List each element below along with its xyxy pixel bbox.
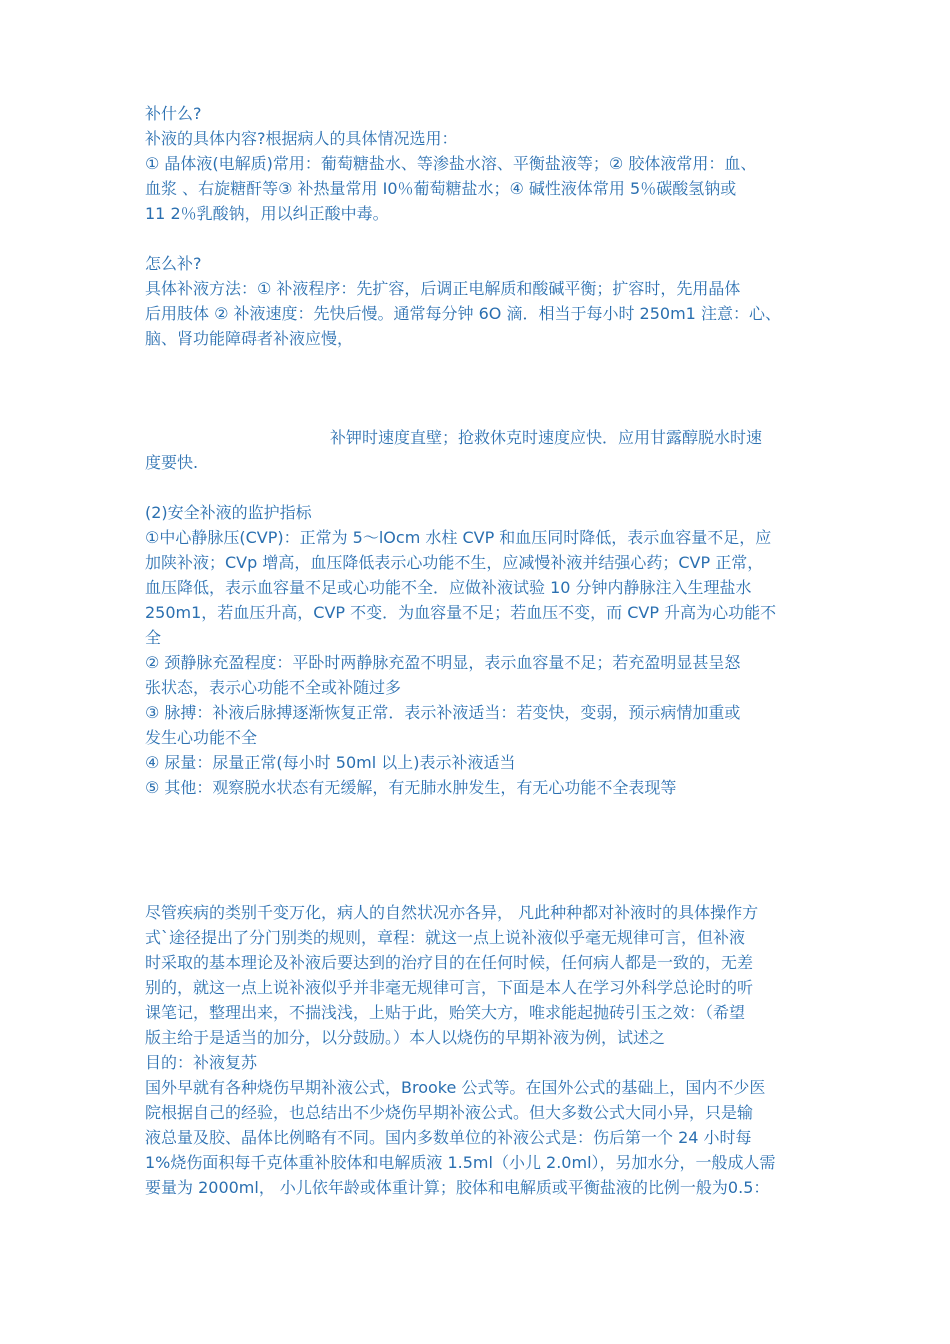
text-line: 后用肢体 ② 补液速度：先快后慢。通常每分钟 6O 滴．相当于每小时 250m1 注意：心、 <box>145 304 781 323</box>
text-line: ⑤ 其他：观察脱水状态有无缓解，有无肺水肿发生，有无心功能不全表现等 <box>145 778 677 797</box>
text-line: 11 2％乳酸钠，用以纠正酸中毒。 <box>145 204 389 223</box>
text-line: 院根据自己的经验，也总结出不少烧伤早期补液公式。但大多数公式大同小异，只是输 <box>145 1103 754 1122</box>
text-line: 脑、肾功能障碍者补液应慢， <box>145 329 354 348</box>
text-line: 血浆 、右旋糖酐等③ 补热量常用 I0％葡萄糖盐水；④ 碱性液体常用 5％碳酸氢钠或 <box>145 179 737 198</box>
text-line: 版主给于是适当的加分，以分鼓励。）本人以烧伤的早期补液为例，试述之 <box>145 1028 666 1047</box>
heading-monitoring-indicators: (2)安全补液的监护指标 <box>145 503 312 522</box>
text-line: 补液的具体内容?根据病人的具体情况选用： <box>145 129 458 148</box>
text-line: ④ 尿量：尿量正常(每小时 50ml 以上)表示补液适当 <box>145 753 516 772</box>
text-line: 度要快. <box>145 453 199 472</box>
text-line: 国外早就有各种烧伤早期补液公式，Brooke 公式等。在国外公式的基础上，国内不少医 <box>145 1078 766 1097</box>
heading-purpose: 目的：补液复苏 <box>145 1053 258 1072</box>
heading-what-to-replenish: 补什么? <box>145 104 202 123</box>
text-line: ① 晶体液(电解质)常用：葡萄糖盐水、等渗盐水溶、平衡盐液等；② 胶体液常用：血、 <box>145 154 757 173</box>
text-line: 液总量及胶、晶体比例略有不同。国内多数单位的补液公式是：伤后第一个 24 小时每 <box>145 1128 752 1147</box>
text-line: 课笔记，整理出来，不揣浅浅，上贴于此，贻笑大方，唯求能起抛砖引玉之效：（希望 <box>145 1003 746 1022</box>
text-line: 发生心功能不全 <box>145 728 258 747</box>
text-line: 别的，就这一点上说补液似乎并非毫无规律可言，下面是本人在学习外科学总论时的听 <box>145 978 754 997</box>
heading-how-to-replenish: 怎么补? <box>145 254 202 273</box>
text-line: 全 <box>145 628 162 647</box>
text-line: 要量为 2000ml， 小儿依年龄或体重计算；胶体和电解质或平衡盐液的比例一般为0.5： <box>145 1178 770 1197</box>
text-line: 血压降低，表示血容量不足或心功能不全．应做补液试验 10 分钟内静脉注入生理盐水 <box>145 578 752 597</box>
text-line: 张状态，表示心功能不全或补随过多 <box>145 678 402 697</box>
text-line: 式`途径提出了分门别类的规则，章程：就这一点上说补液似乎毫无规律可言，但补液 <box>145 928 746 947</box>
text-line: 具体补液方法：① 补液程序：先扩容，后调正电解质和酸碱平衡；扩容时，先用晶体 <box>145 279 741 298</box>
text-line: 尽管疾病的类别千变万化，病人的自然状况亦各异， 凡此种种都对补液时的具体操作方 <box>145 903 759 922</box>
text-line: 时采取的基本理论及补液后要达到的治疗目的在任何时候，任何病人都是一致的，无差 <box>145 953 754 972</box>
text-line: 1%烧伤面积每千克体重补胶体和电解质液 1.5ml（小儿 2.0ml），另加水分，一般成人需 <box>145 1153 776 1172</box>
text-line: ③ 脉搏：补液后脉搏逐渐恢复正常．表示补液适当：若变快，变弱，预示病情加重或 <box>145 703 741 722</box>
text-line: 250m1，若血压升高，CVP 不变．为血容量不足；若血压不变，而 CVP 升高为心功能不 <box>145 603 777 622</box>
text-line: 加陕补液；CVp 增高，血压降低表示心功能不生，应减慢补液并结强心药；CVP 正常， <box>145 553 764 572</box>
text-line: 补钾时速度直壁；抢救休克时速度应快．应用甘露醇脱水时速 <box>330 428 763 447</box>
text-line: ①中心静脉压(CVP)：正常为 5～lOcm 水柱 CVP 和血压同时降低，表示血容量不足，应 <box>145 528 772 547</box>
text-line: ② 颈静脉充盈程度：平卧时两静脉充盈不明显，表示血容量不足；若充盈明显甚呈怒 <box>145 653 741 672</box>
